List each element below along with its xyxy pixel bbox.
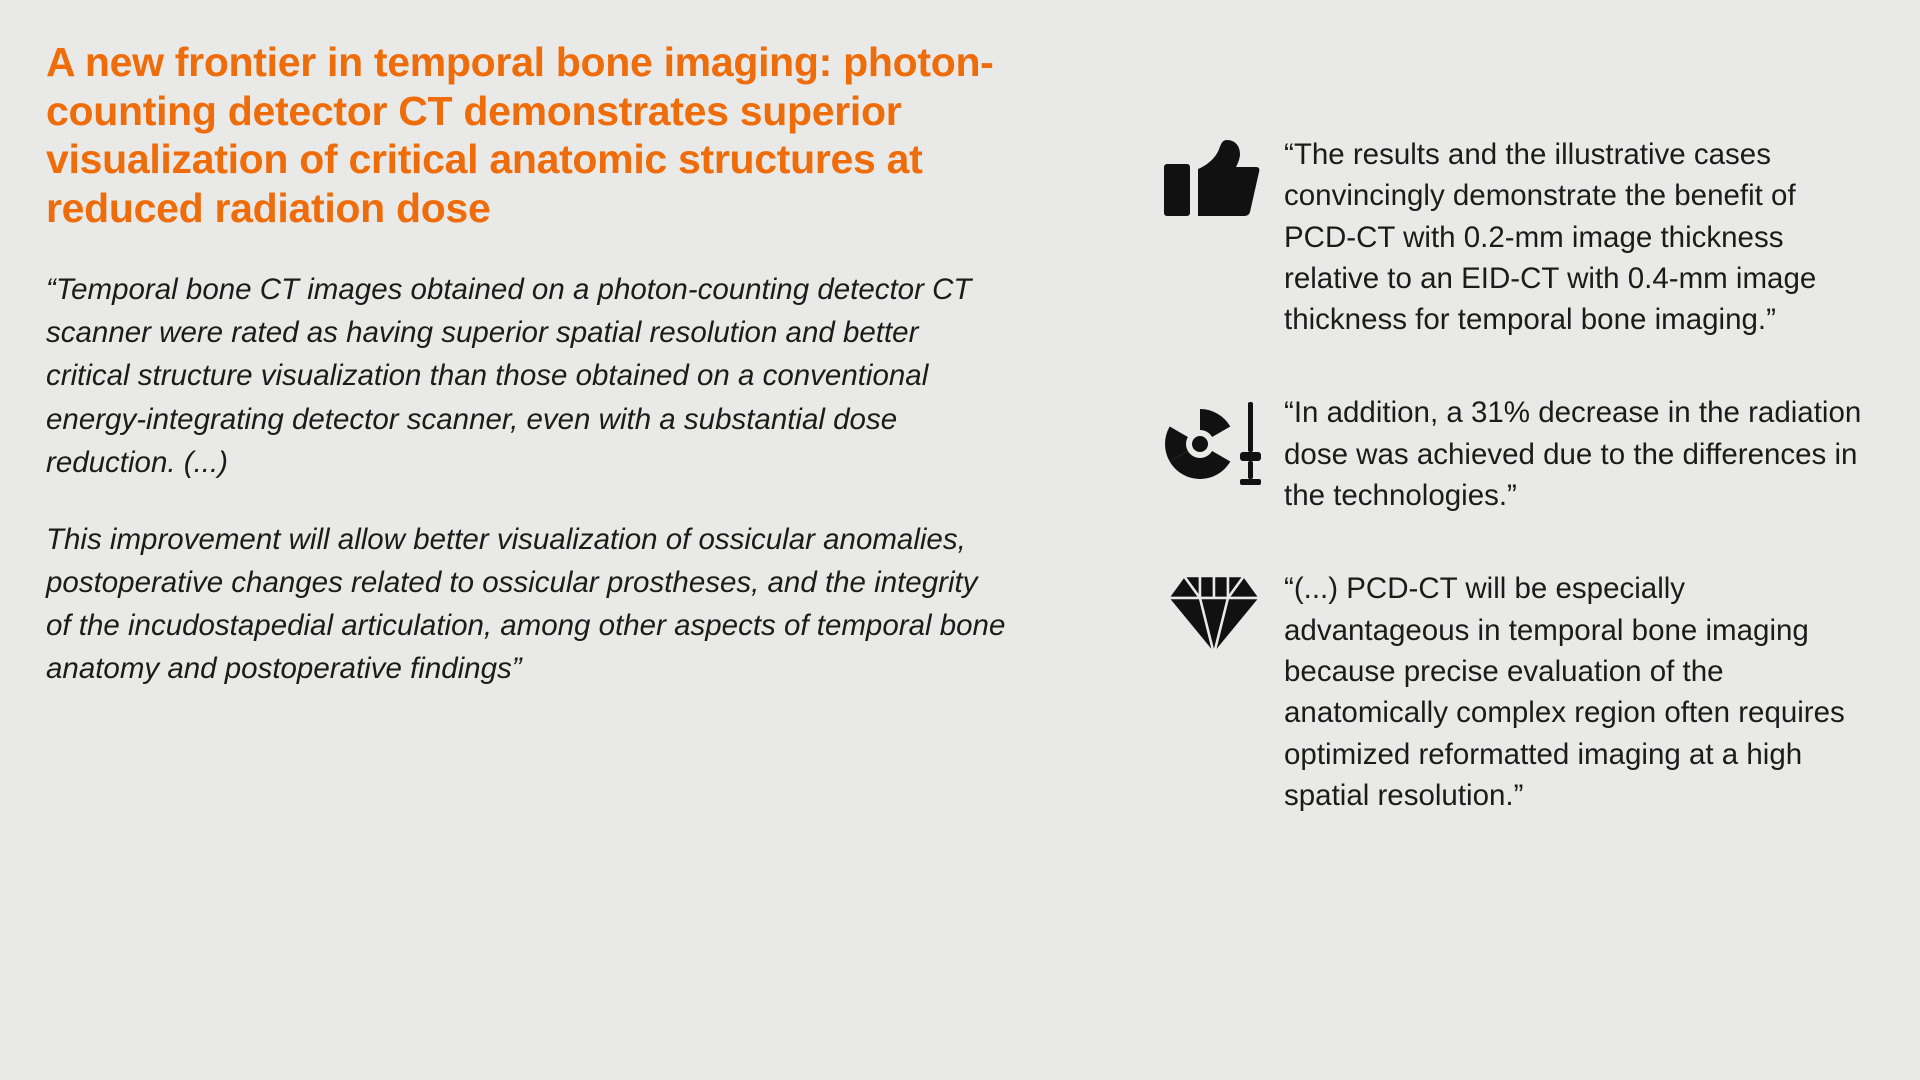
page-title: A new frontier in temporal bone imaging: photon-counting detector CT demonstrates superior visualization of critical anatomic structures at reduced radiation dose — [46, 39, 994, 231]
quote-item — [1164, 134, 1876, 340]
quote-text: “The results and the illustrative cases convincingly demonstrate the benefit of PCD-CT with 0.2-mm image thickness relative to an EID-CT with 0.4-mm image thickness for temporal bone imaging.” — [1284, 138, 1817, 337]
radiation-dose-icon — [1164, 392, 1284, 492]
right-column — [1054, 38, 1876, 1080]
quote-text: “(...) PCD-CT will be especially advantageous in temporal bone imaging because precise evaluation of the anatomically complex region often requires optimized reformatted imaging at a high spatial resolution.” — [1284, 572, 1845, 812]
body-paragraph-1: “Temporal bone CT images obtained on a photon-counting detector CT scanner were rated as having superior spatial resolution and better critical structure visualization than those obtained on a conventional energy-integrating detector scanner, even with a substantial dose reduction. (...) — [46, 273, 972, 479]
quote-item — [1164, 568, 1876, 816]
quote-item — [1164, 392, 1876, 516]
left-column — [44, 38, 1054, 1080]
body-paragraph-2: This improvement will allow better visualization of ossicular anomalies, postoperative changes related to ossicular prostheses, and the integrity of the incudostapedial articulation, among other aspects of temporal bone anatomy and postoperative findings” — [46, 522, 1006, 685]
quote-text: “In addition, a 31% decrease in the radiation dose was achieved due to the differences in the technologies.” — [1284, 396, 1862, 513]
diamond-icon — [1164, 568, 1284, 658]
thumbs-up-icon — [1164, 134, 1284, 224]
